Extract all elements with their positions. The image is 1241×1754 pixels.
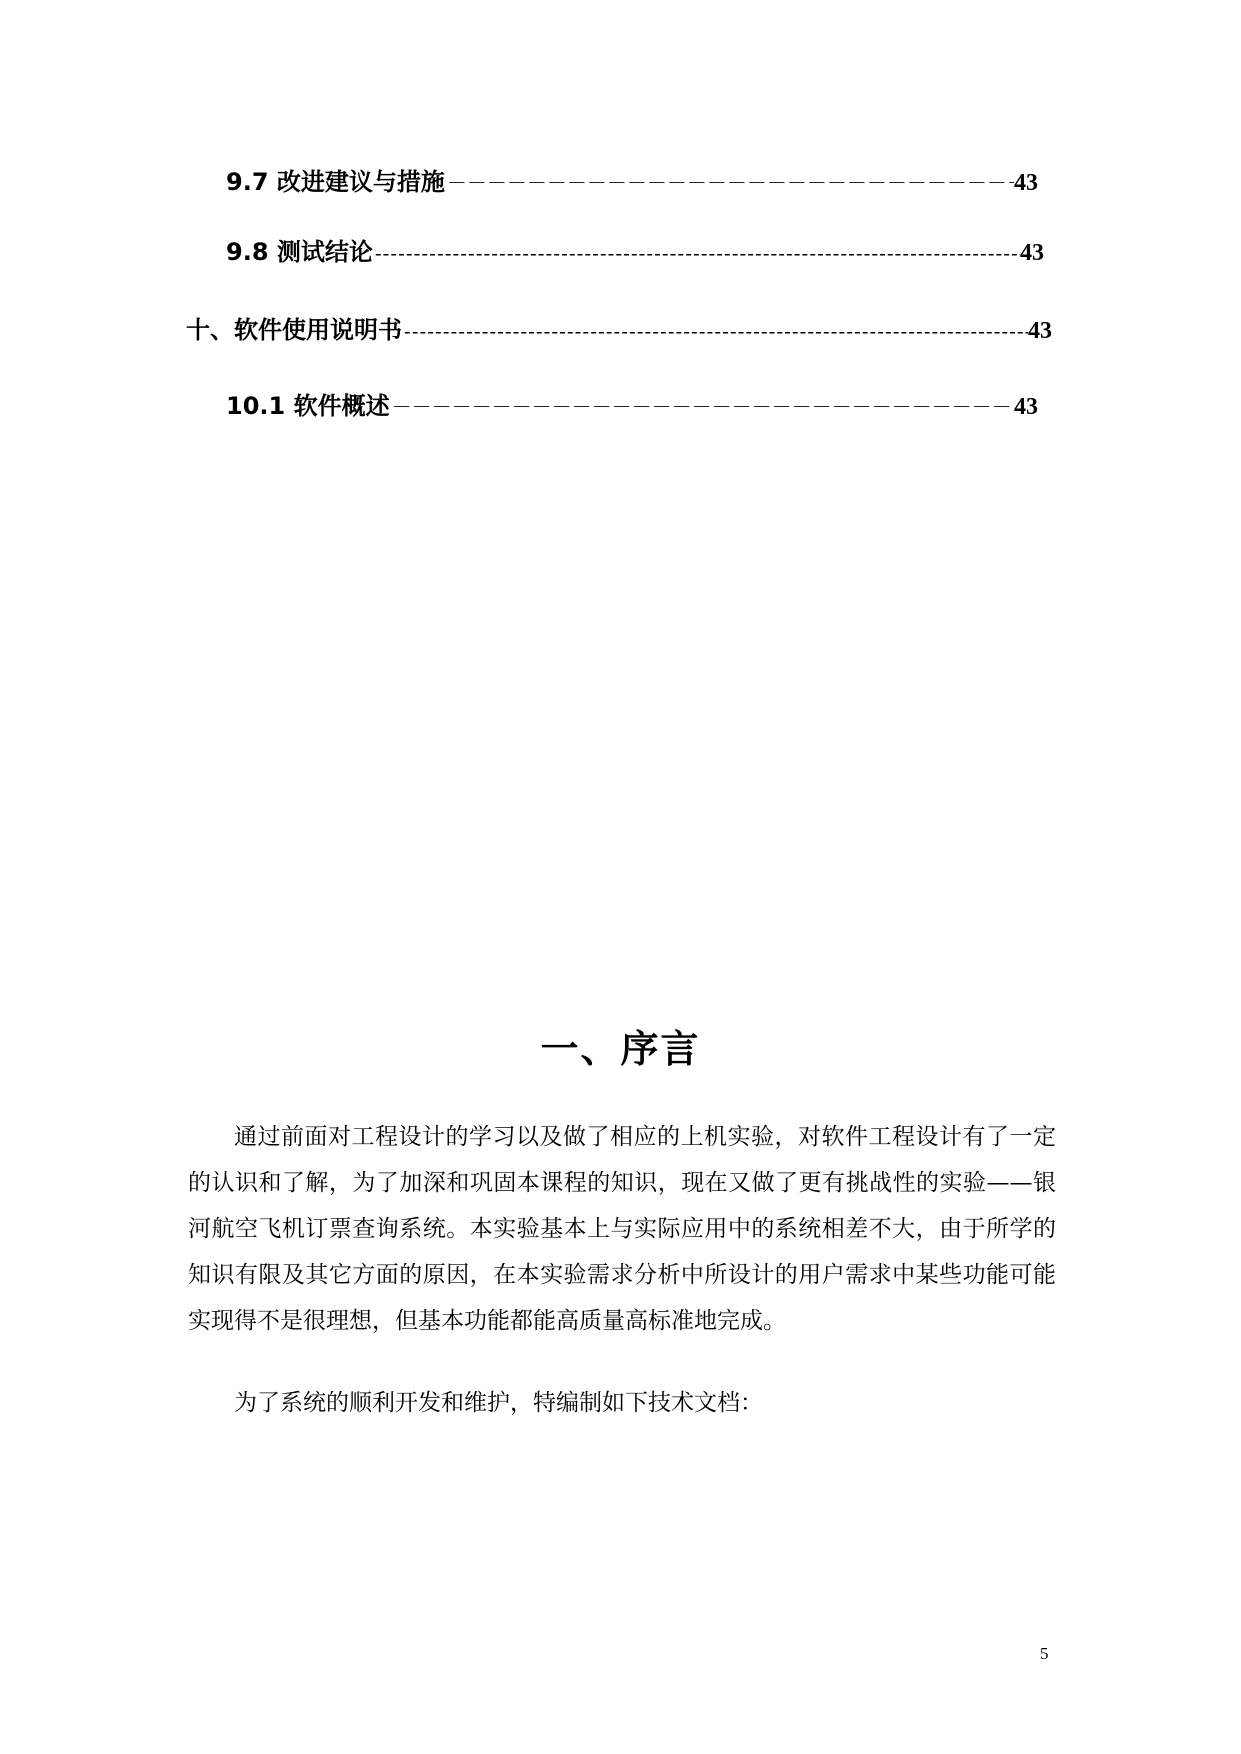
toc-entry-9-7[interactable] — [226, 162, 1038, 202]
toc-entry-page: 43 — [1014, 170, 1038, 196]
toc-entry-10[interactable] — [186, 310, 1052, 350]
toc-leader — [402, 319, 1028, 343]
toc-entry-page: 43 — [1020, 240, 1044, 266]
toc-entry-label: 10.1 软件概述 — [226, 392, 390, 420]
toc-leader — [373, 241, 1020, 265]
toc-entry-label: 9.8 测试结论 — [226, 238, 373, 266]
toc-entry-label: 9.7 改进建议与措施 — [226, 168, 445, 196]
toc-entry-9-8[interactable] — [226, 232, 1044, 272]
toc-entry-page: 43 — [1028, 318, 1052, 344]
toc-entry-page: 43 — [1014, 394, 1038, 420]
intro-paragraph: 通过前面对工程设计的学习以及做了相应的上机实验，对软件工程设计有了一定的认识和了解，为了加深和巩固本课程的知识，现在又做了更有挑战性的实验——银河航空飞机订票查询系统。本实验基本上与实际应用中的系统相差不大，由于所学的知识有限及其它方面的原因，在本实验需求分析中所设计的用户需求中某些功能可能实现得不是很理想，但基本功能都能高质量高标准地完成。 — [188, 1124, 1056, 1334]
page-number: 5 — [1040, 1644, 1049, 1663]
toc-entry-10-1[interactable] — [226, 386, 1038, 426]
toc-leader — [390, 391, 1014, 420]
closing-paragraph: 为了系统的顺利开发和维护，特编制如下技术文档： — [234, 1390, 763, 1416]
toc-leader — [445, 167, 1014, 196]
section-heading: 一、序言 — [540, 1027, 701, 1071]
toc-entry-label: 十、软件使用说明书 — [186, 316, 402, 344]
